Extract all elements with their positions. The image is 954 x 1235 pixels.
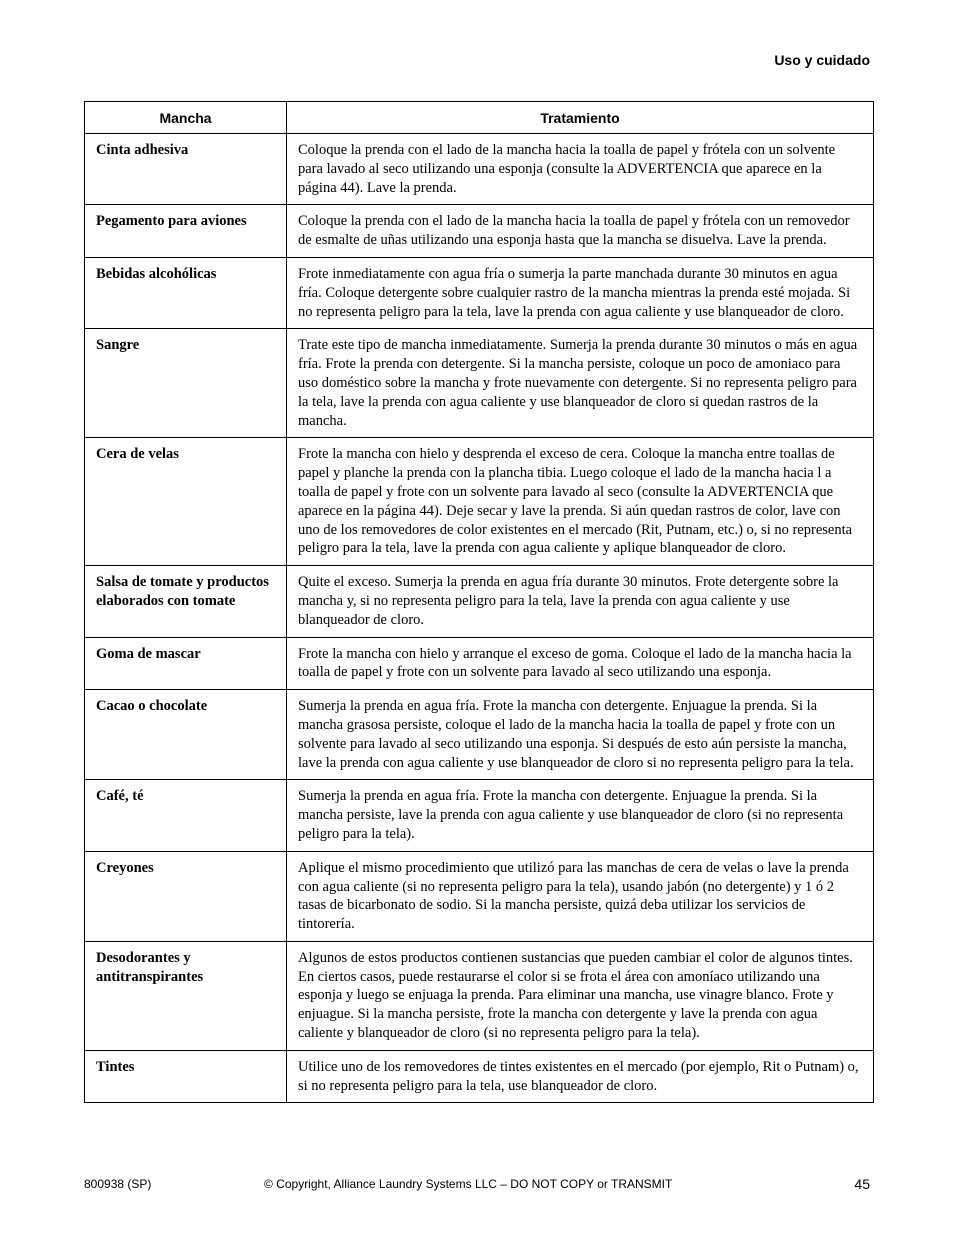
stain-name: Desodorantes y antitranspirantes <box>85 941 287 1050</box>
table-header-row <box>85 102 874 134</box>
document-number: 800938 (SP) <box>84 1177 152 1191</box>
table-row <box>85 637 874 690</box>
table-row <box>85 566 874 637</box>
treatment-text: Aplique el mismo procedimiento que utilizó para las manchas de cera de velas o lave la prenda con agua caliente (si no representa peligro para la tela), usando jabón (no detergente) y 1 ó 2 tasas de bicarbonato de sodio. Si la mancha persiste, quizá deba utilizar los servicios de tintorería. <box>287 851 874 941</box>
treatment-text: Coloque la prenda con el lado de la mancha hacia la toalla de papel y frótela con un solvente para lavado al seco utilizando una esponja (consulte la ADVERTENCIA que aparece en la página 44). Lave la prenda. <box>287 134 874 205</box>
treatment-text: Quite el exceso. Sumerja la prenda en agua fría durante 30 minutos. Frote detergente sobre la mancha y, si no representa peligro para la tela, lave la prenda con agua caliente y use blanqueador de cloro. <box>287 566 874 637</box>
stain-name: Sangre <box>85 329 287 438</box>
table-row <box>85 438 874 566</box>
treatment-text: Algunos de estos productos contienen sustancias que pueden cambiar el color de algunos tintes. En ciertos casos, puede restaurarse el color si se frota el área con amoníaco utilizando una esponja y luego se enjuaga la prenda. Para eliminar una mancha, use vinagre blanco. Frote y enjuague. Si la mancha persiste, frote la mancha con detergente y lave la prenda con agua caliente y blanqueador de cloro (si no representa peligro para la tela). <box>287 941 874 1050</box>
stain-name: Cera de velas <box>85 438 287 566</box>
table-row <box>85 851 874 941</box>
stain-name: Bebidas alcohólicas <box>85 257 287 328</box>
treatment-text: Sumerja la prenda en agua fría. Frote la mancha con detergente. Enjuague la prenda. Si la mancha grasosa persiste, coloque el lado de la mancha hacia la toalla de papel y frote con un solvente para lavado al seco utilizando una esponja. Si después de esto aún persiste la mancha, lave la prenda con agua caliente y use blanqueador de cloro si no representa peligro para la tela. <box>287 690 874 780</box>
stain-name: Cacao o chocolate <box>85 690 287 780</box>
treatment-text: Frote la mancha con hielo y arranque el exceso de goma. Coloque el lado de la mancha hacia la toalla de papel y frote con un solvente para lavado al seco utilizando una esponja. <box>287 637 874 690</box>
stain-name: Café, té <box>85 780 287 851</box>
treatment-text: Sumerja la prenda en agua fría. Frote la mancha con detergente. Enjuague la prenda. Si la mancha persiste, lave la prenda con agua caliente y use blanqueador de cloro (si no representa peligro para la tela). <box>287 780 874 851</box>
table-row <box>85 1050 874 1103</box>
table-row <box>85 257 874 328</box>
table-row <box>85 134 874 205</box>
stain-name: Creyones <box>85 851 287 941</box>
table-row <box>85 941 874 1050</box>
table-row <box>85 329 874 438</box>
stain-name: Tintes <box>85 1050 287 1103</box>
table-row <box>85 690 874 780</box>
column-header-stain: Mancha <box>85 102 287 134</box>
treatment-text: Frote la mancha con hielo y desprenda el exceso de cera. Coloque la mancha entre toallas de papel y planche la prenda con la plancha tibia. Luego coloque el lado de la mancha hacia l a toalla de papel y frote con un solvente para lavado al seco (consulte la ADVERTENCIA que aparece en la página 44). Deje secar y lave la prenda. Si aún quedan rastros de color, lave con uno de los removedores de color existentes en el mercado (Rit, Putnam, etc.) o, si no representa peligro para la tela, lave la prenda con agua caliente y aplique blanqueador de cloro. <box>287 438 874 566</box>
copyright-notice: © Copyright, Alliance Laundry Systems LLC – DO NOT COPY or TRANSMIT <box>264 1177 673 1191</box>
stain-name: Pegamento para aviones <box>85 205 287 258</box>
table-row <box>85 205 874 258</box>
table-row <box>85 780 874 851</box>
column-header-treatment: Tratamiento <box>287 102 874 134</box>
treatment-text: Coloque la prenda con el lado de la mancha hacia la toalla de papel y frótela con un removedor de esmalte de uñas utilizando una esponja hasta que la mancha se disuelva. Lave la prenda. <box>287 205 874 258</box>
treatment-text: Trate este tipo de mancha inmediatamente. Sumerja la prenda durante 30 minutos o más en agua fría. Frote la prenda con detergente. Si la mancha persiste, coloque un poco de amoniaco para uso doméstico sobre la mancha y frote nuevamente con detergente. Si no representa peligro para la tela, lave la prenda con agua caliente y use blanqueador de cloro si quedan rastros de la mancha. <box>287 329 874 438</box>
page-number: 45 <box>854 1176 870 1192</box>
treatment-text: Utilice uno de los removedores de tintes existentes en el mercado (por ejemplo, Rit o Putnam) o, si no representa peligro para la tela, use blanqueador de cloro. <box>287 1050 874 1103</box>
stain-name: Cinta adhesiva <box>85 134 287 205</box>
stain-name: Goma de mascar <box>85 637 287 690</box>
page-header-title: Uso y cuidado <box>774 52 870 68</box>
stain-treatment-table <box>84 101 874 1103</box>
stain-name: Salsa de tomate y productos elaborados con tomate <box>85 566 287 637</box>
treatment-text: Frote inmediatamente con agua fría o sumerja la parte manchada durante 30 minutos en agua fría. Coloque detergente sobre cualquier rastro de la mancha mientras la prenda esté mojada. Si no representa peligro para la tela, lave la prenda con agua caliente y use blanqueador de cloro. <box>287 257 874 328</box>
